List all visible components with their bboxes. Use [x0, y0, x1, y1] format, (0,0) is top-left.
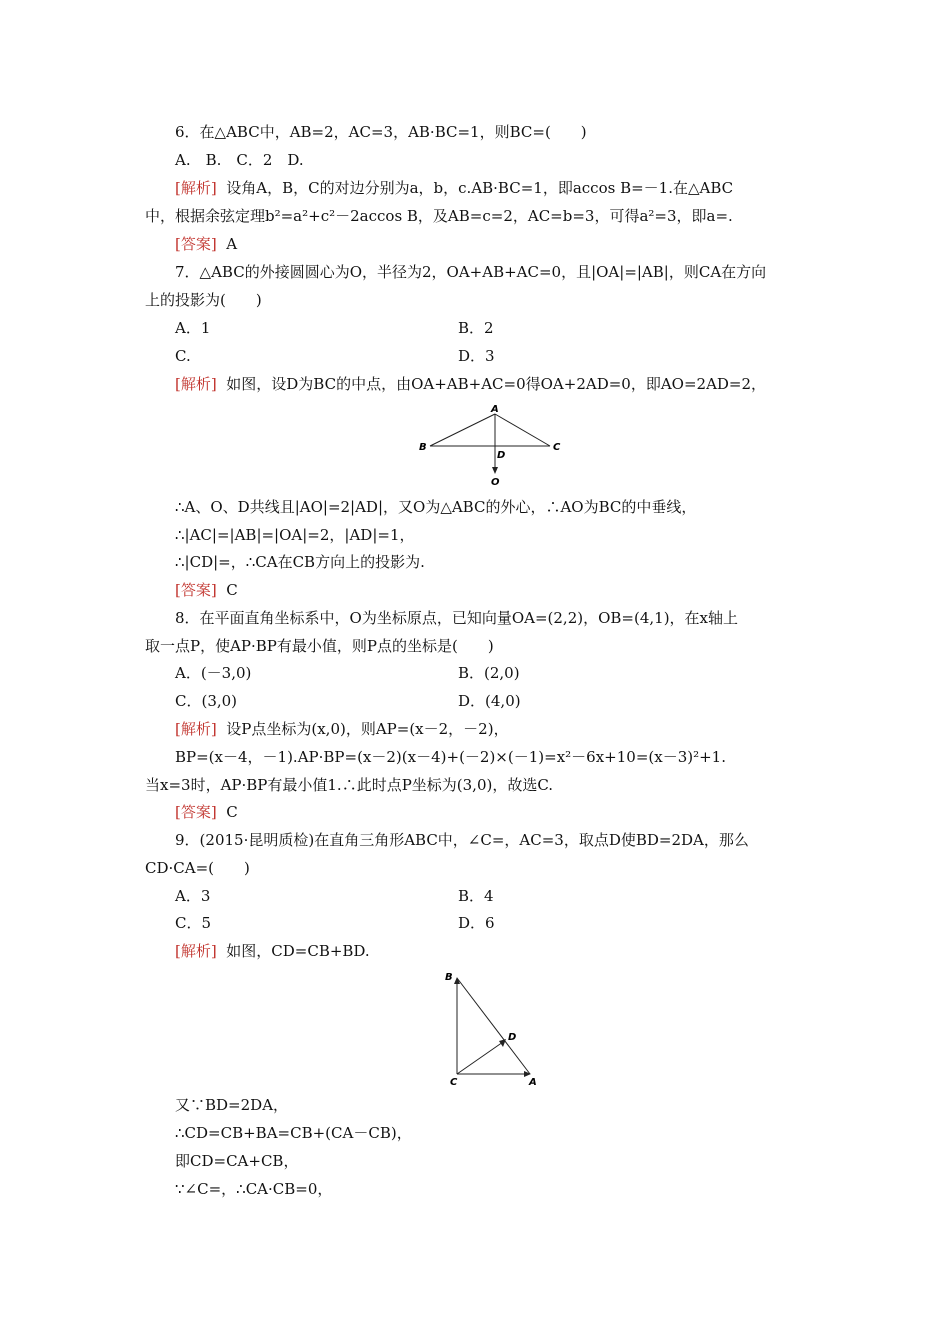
q6-stem: 6．在△ABC中，AB=2，AC=3，AB·BC=1，则BC=( )	[175, 123, 587, 141]
q7-option-b: B．2	[458, 319, 494, 337]
q9-option-b: B．4	[458, 887, 494, 905]
q7-option-d: D．3	[458, 347, 495, 365]
q6-answer: A	[226, 235, 238, 253]
q9-solution-3: 即CD=CA+CB，	[175, 1152, 299, 1170]
q9-analysis-text: 如图，CD=CB+BD.	[226, 942, 370, 960]
q8-answer-line	[175, 802, 810, 822]
arrowhead-d	[499, 1039, 506, 1047]
q8-stem-2: 取一点P，使AP·BP有最小值，则P点的坐标是( )	[145, 637, 494, 655]
label-a: A	[529, 1077, 537, 1088]
analysis-tag: [解析]	[175, 179, 217, 197]
q7-triangle-figure	[415, 400, 575, 490]
label-d: D	[508, 1032, 517, 1043]
segment-ac	[495, 414, 550, 446]
segment-ba	[457, 978, 530, 1074]
q6-options: A. B. C．2 D.	[175, 151, 304, 169]
q7-option-c: C.	[175, 347, 191, 365]
q9-option-a: A．3	[175, 887, 211, 905]
q8-option-d: D．(4,0)	[458, 692, 521, 710]
q9-stem-1: 9．(2015·昆明质检)在直角三角形ABC中，∠C=，AC=3，取点D使BD=2DA，那么	[175, 831, 749, 849]
q7-answer-line	[175, 580, 810, 600]
label-c: C	[450, 1077, 458, 1088]
q9-option-d: D．6	[458, 914, 495, 932]
q7-stem-2: 上的投影为( )	[145, 291, 262, 309]
q6-analysis-text-2: 中，根据余弦定理b²=a²+c²－2accos B，及AB=c=2，AC=b=3，可得a²=3，即a=.	[145, 207, 733, 225]
q9-stem-2: CD·CA=( )	[145, 859, 250, 877]
q7-solution-1: ∴A、O、D共线且|AO|=2|AD|，又O为△ABC的外心，∴AO为BC的中垂线，	[175, 498, 697, 516]
q7-option-a: A．1	[175, 319, 211, 337]
label-b: B	[445, 972, 453, 983]
q7-analysis-text: 如图，设D为BC的中点，由OA+AB+AC=0得OA+2AD=0，即AO=2AD=2，	[226, 375, 767, 393]
q9-solution-2: ∴CD=CB+BA=CB+(CA－CB)，	[175, 1124, 412, 1142]
label-o: O	[491, 477, 500, 488]
q8-analysis-line	[175, 719, 810, 739]
segment-cd	[457, 1042, 503, 1074]
q8-stem-1: 8．在平面直角坐标系中，O为坐标原点，已知向量OA=(2,2)，OB=(4,1)，在x轴上	[175, 609, 739, 627]
q8-answer: C	[226, 803, 238, 821]
label-c: C	[553, 442, 561, 453]
q6-analysis-line	[175, 178, 810, 198]
q8-analysis-text-3: 当x=3时，AP·BP有最小值1.∴此时点P坐标为(3,0)，故选C.	[145, 776, 554, 794]
q6-answer-line	[175, 234, 810, 254]
q8-analysis-text-2: BP=(x－4，－1).AP·BP=(x－2)(x－4)+(－2)×(－1)=x²－6x+10=(x－3)²+1.	[175, 748, 726, 766]
segment-ab	[430, 414, 495, 446]
q8-option-a: A．(－3,0)	[175, 664, 252, 682]
q7-analysis-line	[175, 374, 810, 394]
label-a: A	[491, 404, 499, 415]
q9-solution-1: 又∵BD=2DA，	[175, 1096, 289, 1114]
q6-analysis-text-1: 设角A，B，C的对边分别为a，b，c.AB·BC=1，即accos B=－1.在△ABC	[226, 179, 734, 197]
q9-right-triangle-figure	[440, 968, 550, 1088]
analysis-tag: [解析]	[175, 720, 217, 738]
label-d: D	[497, 450, 506, 461]
answer-tag: [答案]	[175, 235, 217, 253]
q9-solution-4: ∵∠C=，∴CA·CB=0，	[175, 1180, 333, 1198]
analysis-tag: [解析]	[175, 375, 217, 393]
q8-analysis-text-1: 设P点坐标为(x,0)，则AP=(x－2，－2)，	[226, 720, 509, 738]
answer-tag: [答案]	[175, 803, 217, 821]
q7-stem-1: 7．△ABC的外接圆圆心为O，半径为2，OA+AB+AC=0，且|OA|=|AB|，则CA在方向	[175, 263, 767, 281]
answer-tag: [答案]	[175, 581, 217, 599]
label-b: B	[419, 442, 427, 453]
q8-option-b: B．(2,0)	[458, 664, 520, 682]
arrowhead-o	[492, 467, 498, 474]
q7-solution-3: ∴|CD|=，∴CA在CB方向上的投影为.	[175, 553, 425, 571]
analysis-tag: [解析]	[175, 942, 217, 960]
q9-option-c: C．5	[175, 914, 212, 932]
q7-answer: C	[226, 581, 238, 599]
q7-solution-2: ∴|AC|=|AB|=|OA|=2，|AD|=1，	[175, 526, 415, 544]
q8-option-c: C．(3,0)	[175, 692, 238, 710]
q9-analysis-line	[175, 941, 810, 961]
